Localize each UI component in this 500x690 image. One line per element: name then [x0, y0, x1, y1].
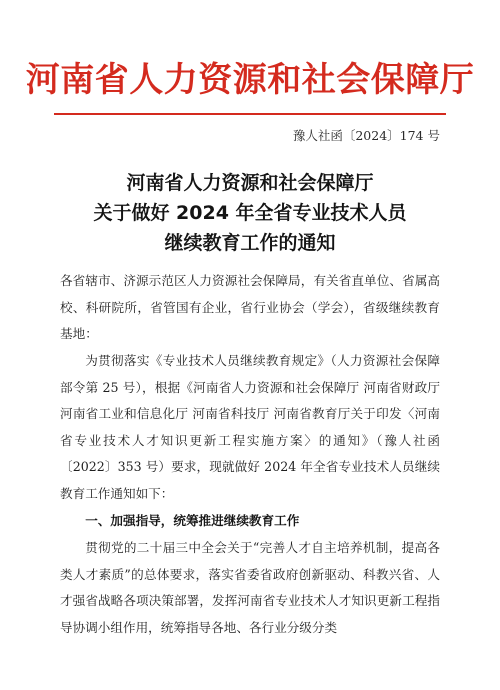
letterhead-org-name: 河南省人力资源和社会保障厅	[25, 60, 475, 100]
document-title	[0, 168, 500, 258]
title-line-1: 河南省人力资源和社会保障厅	[126, 172, 374, 194]
title-line-3: 继续教育工作的通知	[164, 232, 336, 254]
section-1-paragraph: 贯彻党的二十届三中全会关于“完善人才自主培养机制，提高各类人才素质”的总体要求，落实省委省政府创新驱动、科教兴省、人才强省战略各项决策部署，发挥河南省专业技术人才知识更新工程指导协调小组作用，统筹指导各地、各行业分级分类	[60, 540, 440, 635]
section-heading-1: 一、加强指导，统筹推进继续教育工作	[85, 513, 300, 528]
intro-paragraph: 为贯彻落实《专业技术人员继续教育规定》（人力资源社会保障部令第 25 号），根据《河南省人力资源和社会保障厅 河南省财政厅 河南省工业和信息化厅 河南省科技厅 河南省教育厅关于印发〈河南省专业技术人才知识更新工程实施方案〉的通知》（豫人社函〔2022〕353 号）要求，现就做好 2024 年全省专业技术人员继续教育工作通知如下：	[60, 353, 440, 501]
letterhead-red-rule	[54, 113, 446, 115]
addressee-paragraph: 各省辖市、济源示范区人力资源社会保障局，有关省直单位、省属高校、科研院所，省管国有企业，省行业协会（学会），省级继续教育基地：	[60, 273, 440, 341]
document-number: 豫人社函〔2024〕174 号	[292, 128, 440, 143]
title-line-2: 关于做好 2024 年全省专业技术人员	[93, 202, 407, 224]
